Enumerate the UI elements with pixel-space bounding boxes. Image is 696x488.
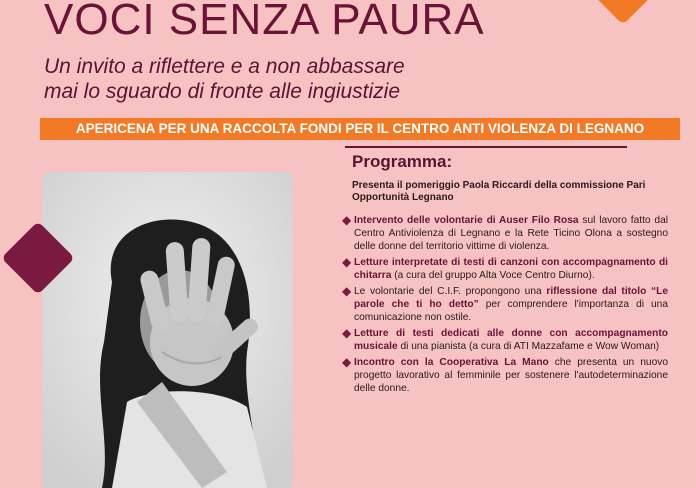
item-highlight: riflessione dal titolo “Le parole che ti ho detto” bbox=[354, 286, 668, 310]
item-text: sul lavoro fatto dal Centro Antiviolenza di Legnano e la Rete Ticino Olona a sostegno delle donne del territorio vittime di violenza. bbox=[354, 215, 668, 252]
section-divider bbox=[345, 146, 627, 148]
subtitle-line-1: Un invito a riflettere e a non abbassare bbox=[44, 55, 405, 78]
list-item bbox=[338, 327, 668, 353]
event-banner: APERICENA PER UNA RACCOLTA FONDI PER IL CENTRO ANTI VIOLENZA DI LEGNANO bbox=[40, 118, 680, 140]
program-presenter: Presenta il pomeriggio Paola Riccardi della commissione Pari Opportunità Legnano bbox=[352, 180, 646, 203]
item-highlight: Letture di testi dedicati alle donne con accompagnamento musicale bbox=[354, 328, 668, 352]
stop-hand-photo bbox=[42, 172, 293, 488]
item-highlight: Intervento delle volontarie di Auser Filo Rosa bbox=[354, 215, 579, 226]
item-highlight: Letture interpretate di testi di canzoni con accompagnamento di chitarra bbox=[354, 257, 668, 281]
subtitle-line-2: mai lo sguardo di fronte alle ingiustizie bbox=[44, 80, 401, 103]
list-item bbox=[338, 256, 668, 282]
program-title: Programma: bbox=[352, 152, 453, 171]
program-list bbox=[338, 214, 668, 398]
diamond-bullet-icon: ◆ bbox=[342, 355, 352, 369]
item-text: di una pianista (a cura di ATI Mazzafame e Wow Woman) bbox=[397, 341, 660, 352]
list-item bbox=[338, 356, 668, 395]
woman-raised-hand-image bbox=[42, 172, 293, 488]
orange-diamond-decoration bbox=[593, 0, 652, 25]
item-highlight: Incontro con la Cooperativa La Mano bbox=[354, 357, 549, 368]
item-text: per comprendere l'importanza di una comunicazione non ostile. bbox=[354, 299, 669, 323]
diamond-bullet-icon: ◆ bbox=[342, 284, 352, 298]
subtitle bbox=[44, 54, 484, 104]
page-title: VOCI SENZA PAURA bbox=[44, 0, 485, 44]
item-text: che presenta un nuovo progetto lavorativo al femminile per sostenere l'autodeterminazione delle donne. bbox=[354, 357, 668, 394]
item-text: (a cura del gruppo Alta Voce Centro Diurno). bbox=[391, 270, 595, 281]
diamond-bullet-icon: ◆ bbox=[342, 213, 352, 227]
list-item bbox=[338, 285, 668, 324]
diamond-bullet-icon: ◆ bbox=[342, 326, 352, 340]
diamond-bullet-icon: ◆ bbox=[342, 255, 352, 269]
list-item bbox=[338, 214, 668, 253]
item-text-prefix: Le volontarie del C.I.F. propongono una bbox=[354, 286, 547, 297]
